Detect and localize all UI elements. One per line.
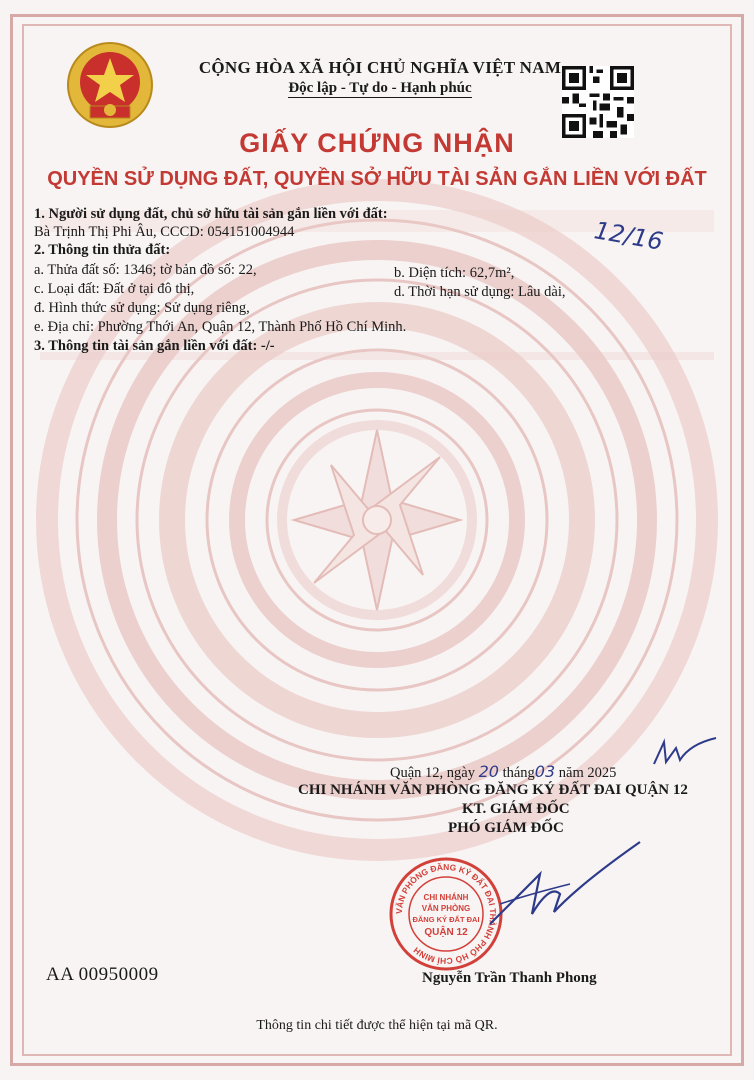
svg-text:VĂN PHÒNG ĐĂNG KÝ ĐẤT ĐAI THÀN: VĂN PHÒNG ĐĂNG KÝ ĐẤT ĐAI THÀNH PHỐ HỒ CHÍ MINH: [393, 861, 499, 967]
section1-heading: 1. Người sử dụng đất, chủ sở hữu tài sản gắn liền với đất:: [34, 206, 388, 222]
owner-info: Bà Trịnh Thị Phi Âu, CCCD: 054151004944: [34, 224, 295, 240]
usage-form: đ. Hình thức sử dụng: Sử dụng riêng,: [34, 300, 250, 316]
stamp-line-2: VĂN PHÒNG: [421, 904, 471, 913]
document-subtitle: QUYỀN SỬ DỤNG ĐẤT, QUYỀN SỞ HỮU TÀI SẢN GẮN LIỀN VỚI ĐẤT: [47, 168, 707, 190]
stamp-line-1: CHI NHÁNH: [423, 893, 469, 902]
usage-term: d. Thời hạn sử dụng: Lâu dài,: [394, 284, 566, 300]
initial-signature-icon: [650, 734, 720, 774]
stamp-line-4: QUẬN 12: [424, 927, 468, 938]
place-date: Quận 12, ngày 20 tháng03 năm 2025: [390, 762, 617, 781]
section3-heading: 3. Thông tin tài sản gắn liền với đất: -/-: [34, 338, 275, 354]
land-address: e. Địa chỉ: Phường Thới An, Quận 12, Thành Phố Hồ Chí Minh.: [34, 319, 407, 335]
section2-heading: 2. Thông tin thửa đất:: [34, 242, 171, 258]
parcel-number: a. Thửa đất số: 1346; tờ bản đồ số: 22,: [34, 262, 257, 278]
national-emblem-icon: [64, 40, 156, 130]
issuing-office: CHI NHÁNH VĂN PHÒNG ĐĂNG KÝ ĐẤT ĐAI QUẬN 12: [298, 782, 688, 798]
signer-name: Nguyễn Trần Thanh Phong: [422, 970, 597, 986]
qr-footer-note: Thông tin chi tiết được thể hiện tại mã QR.: [256, 1018, 498, 1033]
serial-number: AA 00950009: [46, 964, 159, 985]
document-title: GIẤY CHỨNG NHẬN: [239, 128, 515, 158]
country-name: CỘNG HÒA XÃ HỘI CHỦ NGHĨA VIỆT NAM: [198, 58, 562, 77]
signer-role-2: PHÓ GIÁM ĐỐC: [448, 820, 564, 836]
national-motto: Độc lập - Tự do - Hạnh phúc: [288, 80, 472, 96]
parcel-area: b. Diện tích: 62,7m²,: [394, 265, 515, 281]
signature-icon: [470, 834, 650, 944]
signer-role-1: KT. GIÁM ĐỐC: [462, 801, 570, 817]
handwritten-note: 12/16: [592, 216, 666, 256]
land-type: c. Loại đất: Đất ở tại đô thị,: [34, 281, 195, 297]
stamp-line-3: ĐĂNG KÝ ĐẤT ĐAI: [412, 915, 480, 924]
